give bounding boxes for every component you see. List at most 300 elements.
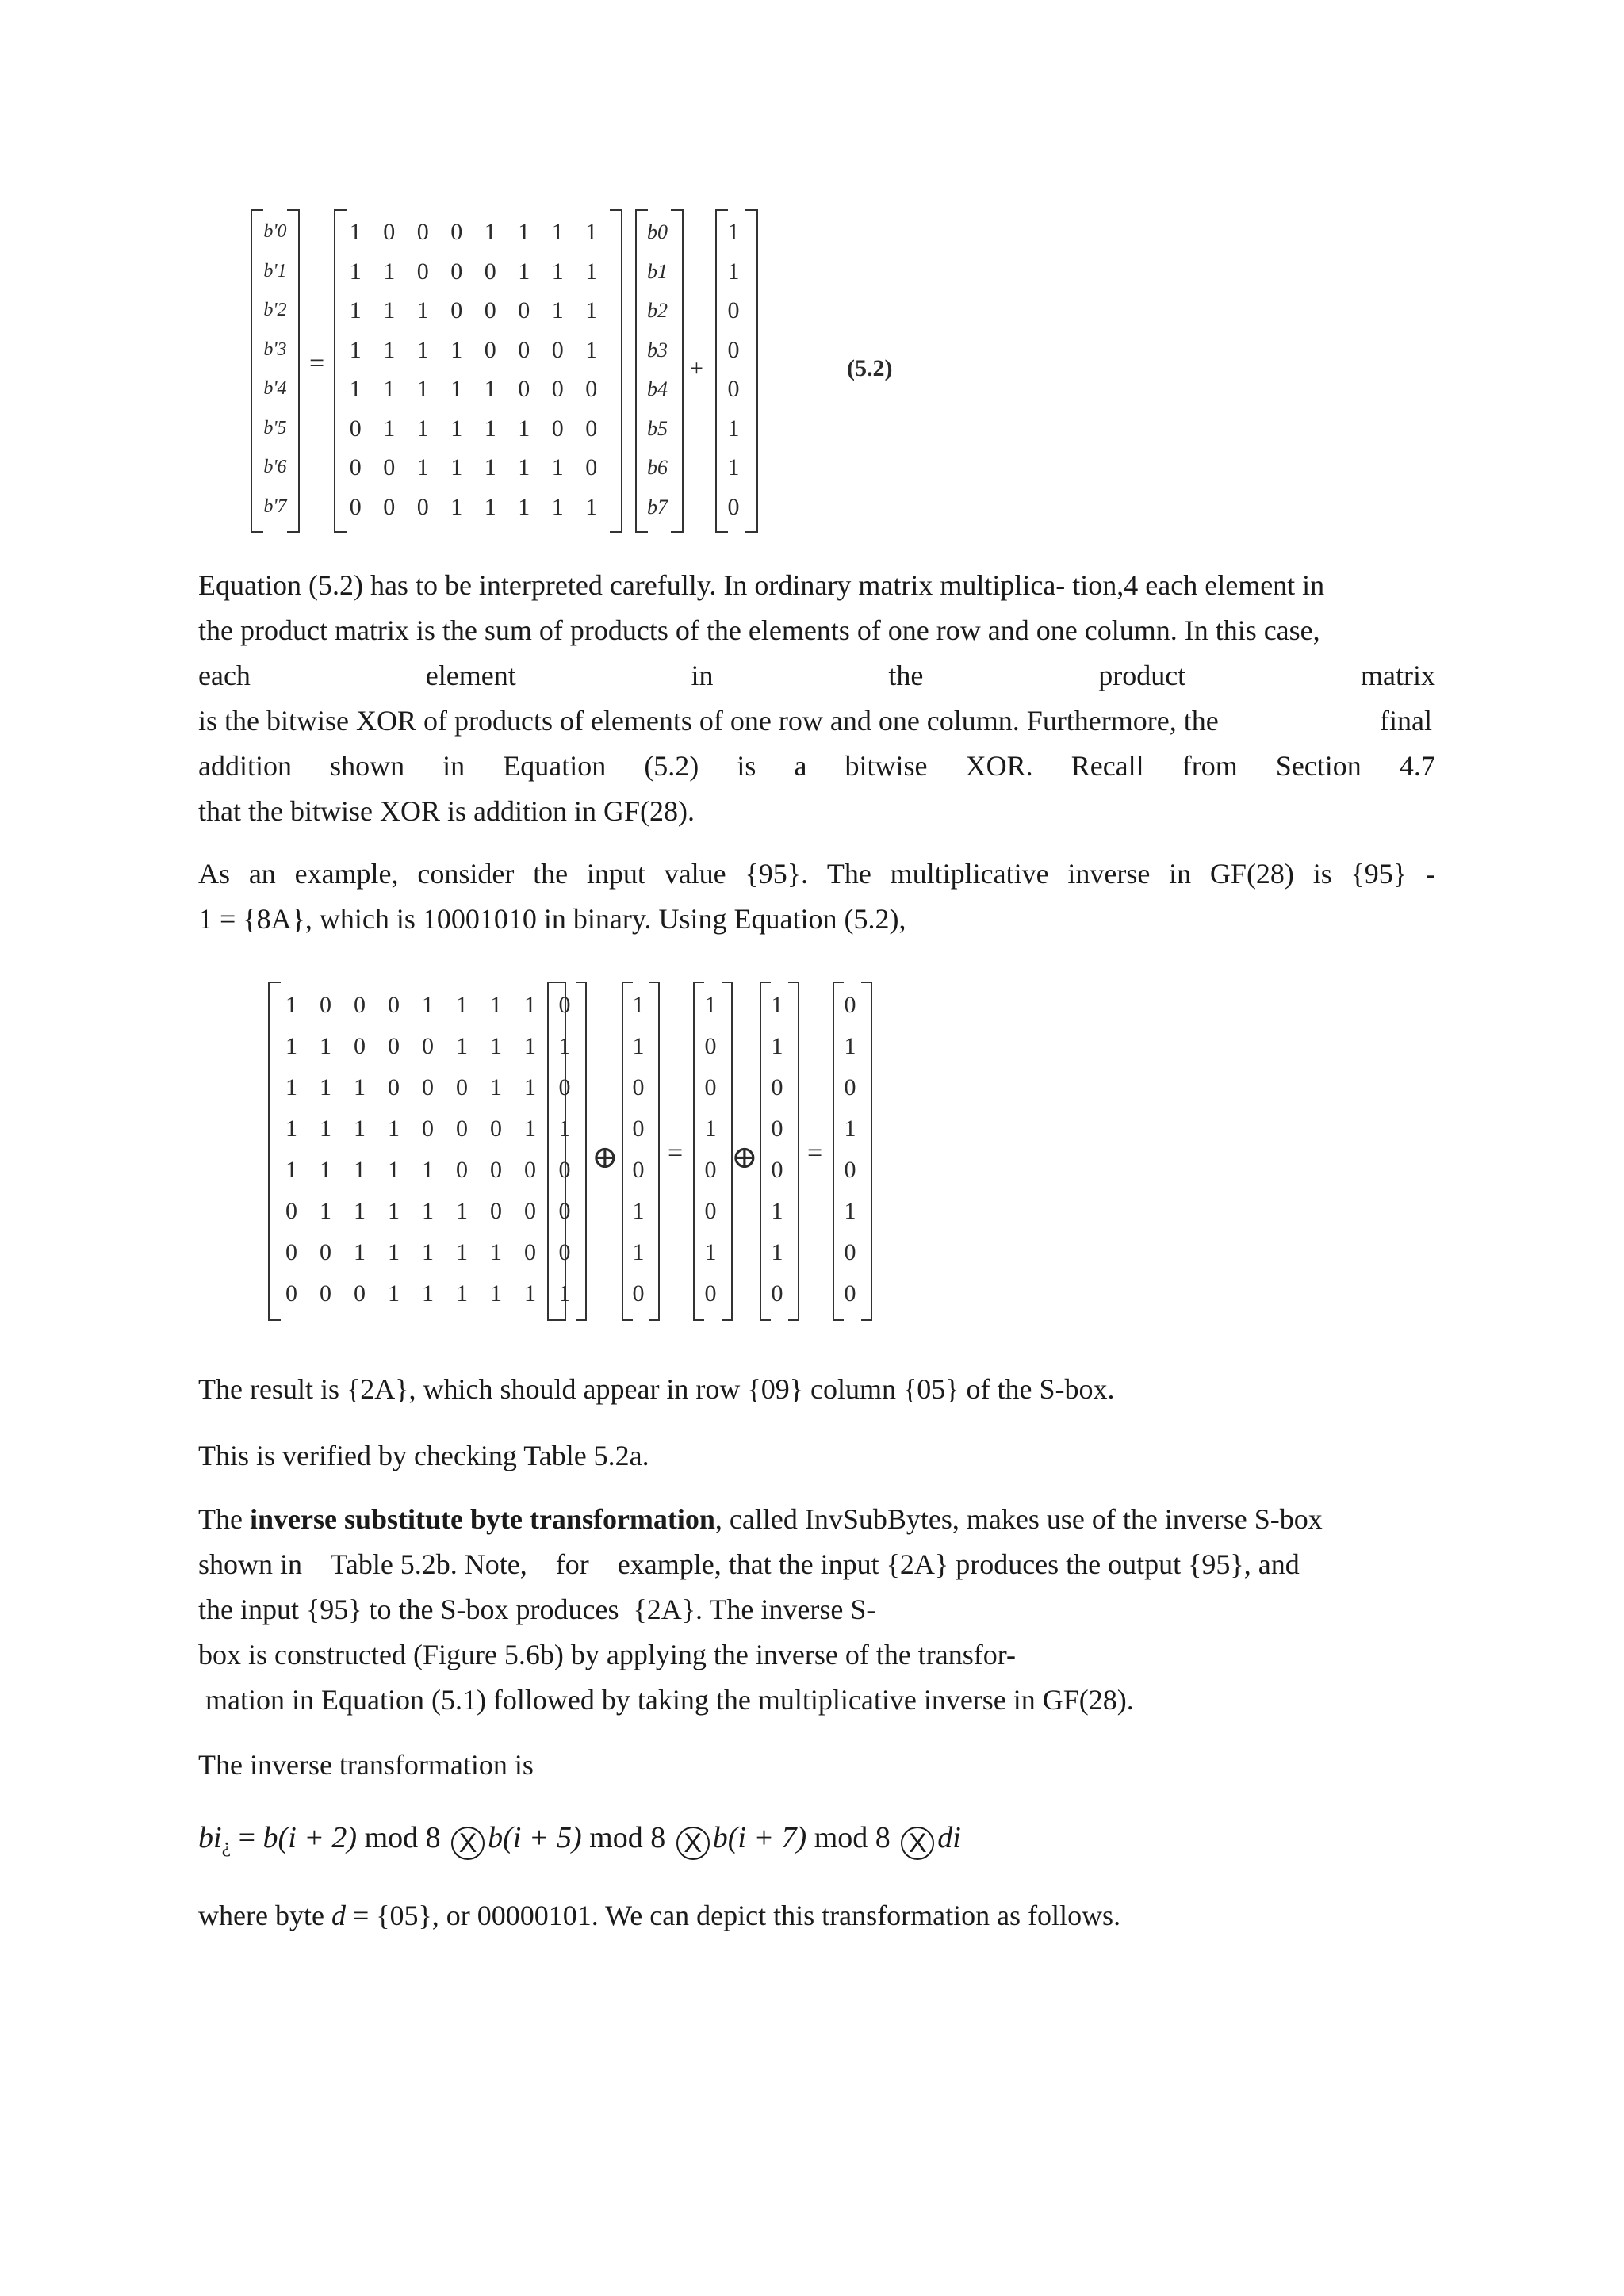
vector-cell: b'3 bbox=[263, 339, 287, 360]
closing-line bbox=[198, 1893, 1435, 1938]
word: product bbox=[1098, 660, 1186, 691]
word: (5.2) bbox=[644, 750, 699, 782]
matrix-cell: 1 bbox=[285, 992, 297, 1018]
matrix-cell: 1 bbox=[450, 415, 463, 442]
matrix-cell: 1 bbox=[484, 454, 496, 480]
matrix-cell: 1 bbox=[551, 258, 564, 285]
word: Recall bbox=[1071, 750, 1144, 782]
vector-cell: 1 bbox=[727, 258, 740, 285]
matrix-cell: 1 bbox=[450, 336, 463, 363]
paragraph-example-intro bbox=[198, 851, 1435, 942]
vector-cell: 1 bbox=[771, 1198, 783, 1224]
matrix-row bbox=[274, 1150, 547, 1191]
paragraph-inverse-sbox bbox=[198, 1497, 1435, 1723]
vector-cell: b1 bbox=[647, 259, 668, 283]
vector-cell: 1 bbox=[771, 1239, 783, 1265]
vector-cell: 1 bbox=[771, 992, 783, 1018]
text-segment: is the bitwise XOR of products of elements of one row and one column. Furthermore, the bbox=[198, 705, 1219, 737]
matrix-cell: 1 bbox=[416, 336, 429, 363]
matrix-cell: 0 bbox=[349, 415, 362, 442]
matrix-cell: 0 bbox=[551, 376, 564, 402]
matrix-cell: 1 bbox=[388, 1198, 400, 1224]
matrix-cell: 1 bbox=[585, 258, 598, 285]
equation-label: (5.2) bbox=[847, 355, 893, 381]
matrix-cell: 1 bbox=[285, 1033, 297, 1059]
matrix-cell: 1 bbox=[416, 297, 429, 323]
vector-cell: 0 bbox=[558, 1074, 571, 1100]
text-line: the input {95} to the S-box produces {2A}. The inverse S- bbox=[198, 1594, 876, 1625]
equals-sign: = bbox=[309, 349, 325, 378]
paragraph-matrix-interpretation bbox=[198, 563, 1435, 834]
word: shown bbox=[330, 750, 405, 782]
matrix-cell: 0 bbox=[320, 992, 331, 1018]
matrix-cell: 1 bbox=[450, 454, 463, 480]
matrix-cell: 0 bbox=[285, 1239, 297, 1265]
xor-operator: ⊕ bbox=[731, 1139, 758, 1175]
text-line: shown in Table 5.2b. Note, for example, that the input {2A} produces the output {95}, and bbox=[198, 1548, 1300, 1580]
text-segment: where byte bbox=[198, 1900, 331, 1931]
vector-cell: 0 bbox=[704, 1157, 717, 1183]
formula-mod: mod 8 bbox=[806, 1821, 898, 1854]
matrix-cell: 0 bbox=[383, 454, 396, 480]
word: from bbox=[1182, 750, 1238, 782]
text-line: mation in Equation (5.1) followed by taking the multiplicative inverse in GF(28). bbox=[198, 1684, 1134, 1716]
coefficient-matrix bbox=[339, 212, 608, 526]
matrix-cell: 0 bbox=[349, 454, 362, 480]
matrix-cell: 1 bbox=[585, 336, 598, 363]
matrix-cell: 1 bbox=[524, 1074, 536, 1100]
word: an bbox=[248, 858, 276, 890]
matrix-cell: 1 bbox=[585, 219, 598, 245]
matrix-cell: 1 bbox=[524, 1280, 536, 1307]
vector-cell: 0 bbox=[844, 1157, 856, 1183]
matrix-cell: 1 bbox=[285, 1115, 297, 1142]
vector-cell: 1 bbox=[844, 1198, 856, 1224]
text-line: 1 = {8A}, which is 10001010 in binary. Using Equation (5.2), bbox=[198, 903, 906, 935]
vector-cell: 1 bbox=[632, 1239, 645, 1265]
vector-cell: 0 bbox=[704, 1280, 717, 1307]
formula-term: di bbox=[937, 1821, 961, 1854]
word: {95}. bbox=[745, 858, 809, 890]
matrix-cell: 1 bbox=[551, 493, 564, 520]
equals-sign: = bbox=[668, 1138, 684, 1168]
matrix-cell: 1 bbox=[285, 1074, 297, 1100]
matrix-cell: 1 bbox=[518, 258, 530, 285]
b-bracket-right bbox=[671, 209, 684, 533]
matrix-cell: 1 bbox=[450, 493, 463, 520]
equals-sign: = bbox=[807, 1138, 823, 1168]
text-segment: , called InvSubBytes, makes use of the inverse S-box bbox=[714, 1503, 1323, 1535]
xor-circle-icon: X bbox=[451, 1827, 485, 1860]
matrix-cell: 1 bbox=[456, 992, 468, 1018]
matrix-cell: 0 bbox=[524, 1157, 536, 1183]
matrix-cell: 1 bbox=[383, 258, 396, 285]
word: in bbox=[442, 750, 465, 782]
verified-line: This is verified by checking Table 5.2a. bbox=[198, 1440, 649, 1471]
matrix-row bbox=[274, 1273, 547, 1314]
result-vector bbox=[841, 985, 860, 1314]
vector-cell: 1 bbox=[632, 992, 645, 1018]
matrix-cell: 0 bbox=[450, 219, 463, 245]
vector-cell: 0 bbox=[558, 1239, 571, 1265]
matrix-cell: 1 bbox=[320, 1198, 331, 1224]
matrix-cell: 0 bbox=[518, 336, 530, 363]
result-line: The result is {2A}, which should appear in row {09} column {05} of the S-box. bbox=[198, 1373, 1115, 1405]
matrix-cell: 0 bbox=[524, 1239, 536, 1265]
vector-cell: b7 bbox=[647, 495, 668, 519]
matrix-cell: 0 bbox=[354, 992, 366, 1018]
word: addition bbox=[198, 750, 292, 782]
matrix-cell: 1 bbox=[490, 1280, 502, 1307]
matrix-row bbox=[339, 252, 608, 292]
matrix-cell: 0 bbox=[320, 1280, 331, 1307]
word: 4.7 bbox=[1399, 750, 1435, 782]
word: in bbox=[1169, 858, 1192, 890]
word: Section bbox=[1275, 750, 1362, 782]
v1-bracket-right bbox=[576, 982, 587, 1321]
example-matrix bbox=[274, 985, 547, 1314]
matrix-cell: 0 bbox=[383, 493, 396, 520]
matrix-row bbox=[339, 448, 608, 488]
vector-cell: 0 bbox=[771, 1115, 783, 1142]
matrix-row bbox=[339, 409, 608, 449]
matrix-cell: 1 bbox=[416, 454, 429, 480]
constant-vector bbox=[630, 985, 647, 1314]
matrix-row bbox=[339, 291, 608, 331]
matrix-cell: 1 bbox=[484, 219, 496, 245]
matrix-cell: 1 bbox=[524, 992, 536, 1018]
word: The bbox=[826, 858, 871, 890]
matrix-cell: 1 bbox=[456, 1280, 468, 1307]
const-bracket-right bbox=[745, 209, 758, 533]
vector-cell: 0 bbox=[632, 1074, 645, 1100]
word: in bbox=[691, 660, 714, 691]
matrix-cell: 1 bbox=[388, 1239, 400, 1265]
matrix-cell: 0 bbox=[320, 1239, 331, 1265]
vector-cell: 0 bbox=[727, 376, 740, 402]
vector-cell: 0 bbox=[632, 1157, 645, 1183]
matrix-cell: 1 bbox=[518, 454, 530, 480]
vector-cell: b'5 bbox=[263, 417, 287, 438]
matrix-cell: 0 bbox=[450, 258, 463, 285]
vector-cell: 0 bbox=[771, 1280, 783, 1307]
matrix-cell: 1 bbox=[518, 415, 530, 442]
matrix-cell: 1 bbox=[349, 219, 362, 245]
matrix-row bbox=[274, 1232, 547, 1273]
vector-cell: 0 bbox=[771, 1157, 783, 1183]
word: XOR. bbox=[965, 750, 1033, 782]
vector-cell: b'2 bbox=[263, 300, 287, 320]
matrix-cell: 0 bbox=[585, 415, 598, 442]
plus-sign: + bbox=[690, 355, 703, 381]
vector-cell: 1 bbox=[558, 1115, 571, 1142]
matrix-row bbox=[274, 985, 547, 1026]
word: input bbox=[586, 858, 645, 890]
matrix-cell: 1 bbox=[490, 992, 502, 1018]
b-vector bbox=[644, 212, 671, 526]
text-line-justified bbox=[198, 698, 1435, 744]
vector-cell: b'1 bbox=[263, 260, 287, 281]
vector-cell: 1 bbox=[632, 1198, 645, 1224]
matrix-cell: 1 bbox=[383, 336, 396, 363]
matrix-cell: 0 bbox=[354, 1280, 366, 1307]
matrix-cell: 0 bbox=[354, 1033, 366, 1059]
matrix-cell: 0 bbox=[416, 258, 429, 285]
vector-cell: 0 bbox=[704, 1198, 717, 1224]
bold-term: inverse substitute byte transformation bbox=[249, 1503, 715, 1535]
word: - bbox=[1425, 858, 1435, 890]
matrix-row bbox=[274, 1067, 547, 1108]
matrix-cell: 1 bbox=[383, 376, 396, 402]
inverse-intro: The inverse transformation is bbox=[198, 1749, 534, 1781]
vector-cell: b0 bbox=[647, 220, 668, 243]
matrix-cell: 0 bbox=[285, 1198, 297, 1224]
word: example, bbox=[294, 858, 399, 890]
matrix-cell: 0 bbox=[285, 1280, 297, 1307]
text-segment: final bbox=[1380, 705, 1432, 737]
matrix-cell: 1 bbox=[354, 1198, 366, 1224]
lhs-vector bbox=[263, 212, 287, 526]
matrix-cell: 1 bbox=[484, 493, 496, 520]
vector-cell: b3 bbox=[647, 338, 668, 362]
matrix-cell: 1 bbox=[551, 454, 564, 480]
matrix-cell: 1 bbox=[422, 992, 434, 1018]
matrix-cell: 0 bbox=[585, 376, 598, 402]
matrix-cell: 0 bbox=[383, 219, 396, 245]
matrix-cell: 1 bbox=[422, 1239, 434, 1265]
matrix-cell: 1 bbox=[285, 1157, 297, 1183]
vector-cell: 0 bbox=[558, 1198, 571, 1224]
word: is bbox=[737, 750, 756, 782]
matrix-cell: 1 bbox=[349, 258, 362, 285]
word: each bbox=[198, 660, 251, 691]
matrix-cell: 0 bbox=[450, 297, 463, 323]
formula-mod: mod 8 bbox=[581, 1821, 673, 1854]
text-line: that the bitwise XOR is addition in GF(28). bbox=[198, 795, 695, 827]
matrix-cell: 1 bbox=[524, 1115, 536, 1142]
matrix-cell: 1 bbox=[422, 1157, 434, 1183]
text-line: box is constructed (Figure 5.6b) by applying the inverse of the transfor- bbox=[198, 1639, 1017, 1670]
text-segment: = {05}, or 00000101. We can depict this transformation as follows. bbox=[345, 1900, 1121, 1931]
xor-circle-icon: X bbox=[901, 1827, 934, 1860]
matrix-cell: 1 bbox=[551, 297, 564, 323]
vector-cell: b6 bbox=[647, 456, 668, 479]
matrix-cell: 1 bbox=[354, 1157, 366, 1183]
vector-cell: 0 bbox=[727, 493, 740, 520]
word: the bbox=[888, 660, 924, 691]
vector-cell: 1 bbox=[704, 992, 717, 1018]
constant-vector bbox=[768, 985, 787, 1314]
formula-term: b(i + 7) bbox=[712, 1821, 807, 1854]
formula-lhs-mark: ¿ bbox=[221, 1834, 232, 1857]
word: consider bbox=[417, 858, 515, 890]
vector-cell: 0 bbox=[727, 297, 740, 323]
matrix-cell: 1 bbox=[518, 219, 530, 245]
word: As bbox=[198, 858, 231, 890]
input-vector bbox=[555, 985, 574, 1314]
word: {95} bbox=[1350, 858, 1408, 890]
matrix-cell: 1 bbox=[383, 415, 396, 442]
matrix-cell: 0 bbox=[484, 258, 496, 285]
formula-term: b(i + 5) bbox=[488, 1821, 582, 1854]
matrix-row bbox=[274, 1108, 547, 1150]
text-segment: The bbox=[198, 1503, 250, 1535]
matrix-cell: 0 bbox=[490, 1157, 502, 1183]
vector-cell: 1 bbox=[844, 1033, 856, 1059]
matrix-cell: 1 bbox=[490, 1033, 502, 1059]
matrix-cell: 0 bbox=[490, 1198, 502, 1224]
matrix-cell: 1 bbox=[320, 1157, 331, 1183]
matrix-cell: 1 bbox=[456, 1033, 468, 1059]
matrix-cell: 1 bbox=[551, 219, 564, 245]
matrix-cell: 1 bbox=[320, 1074, 331, 1100]
matrix-cell: 1 bbox=[383, 297, 396, 323]
matrix-cell: 1 bbox=[524, 1033, 536, 1059]
vector-cell: 1 bbox=[727, 219, 740, 245]
formula-eq: = bbox=[231, 1821, 263, 1854]
matrix-cell: 0 bbox=[456, 1115, 468, 1142]
formula-term: b(i + 2) bbox=[262, 1821, 358, 1854]
matrix-cell: 1 bbox=[456, 1239, 468, 1265]
text-line: Equation (5.2) has to be interpreted carefully. In ordinary matrix multiplica- tion,4 each element in bbox=[198, 569, 1325, 601]
matrix-cell: 1 bbox=[484, 415, 496, 442]
formula-lhs: bi bbox=[198, 1821, 222, 1854]
matrix-cell: 0 bbox=[585, 454, 598, 480]
constant-vector bbox=[722, 212, 745, 526]
lhs-bracket-left bbox=[251, 209, 263, 533]
vector-cell: b'6 bbox=[263, 457, 287, 477]
matrix-bracket-right bbox=[610, 209, 622, 533]
matrix-cell: 1 bbox=[585, 493, 598, 520]
matrix-cell: 1 bbox=[490, 1239, 502, 1265]
vector-cell: 1 bbox=[771, 1033, 783, 1059]
word: GF(28) bbox=[1209, 858, 1294, 890]
matrix-cell: 0 bbox=[388, 1074, 400, 1100]
formula-mod: mod 8 bbox=[357, 1821, 449, 1854]
matrix-cell: 0 bbox=[349, 493, 362, 520]
matrix-row bbox=[339, 488, 608, 527]
matrix-cell: 0 bbox=[388, 992, 400, 1018]
matrix-cell: 1 bbox=[388, 1280, 400, 1307]
matrix-row bbox=[274, 1191, 547, 1232]
vector-cell: 1 bbox=[632, 1033, 645, 1059]
matrix-cell: 0 bbox=[388, 1033, 400, 1059]
vector-cell: 0 bbox=[771, 1074, 783, 1100]
matrix-cell: 1 bbox=[422, 1198, 434, 1224]
matrix-cell: 1 bbox=[416, 376, 429, 402]
word: matrix bbox=[1361, 660, 1435, 691]
matrix-cell: 0 bbox=[484, 297, 496, 323]
vector-cell: 0 bbox=[844, 992, 856, 1018]
matrix-cell: 0 bbox=[551, 336, 564, 363]
matrix-cell: 1 bbox=[585, 297, 598, 323]
matrix-cell: 1 bbox=[388, 1115, 400, 1142]
word: the bbox=[533, 858, 569, 890]
vector-cell: 0 bbox=[558, 1157, 571, 1183]
matrix-row bbox=[339, 331, 608, 370]
vector-cell: 1 bbox=[844, 1115, 856, 1142]
matrix-cell: 1 bbox=[349, 297, 362, 323]
word: Equation bbox=[503, 750, 607, 782]
vector-cell: 0 bbox=[632, 1115, 645, 1142]
word: bitwise bbox=[845, 750, 928, 782]
matrix-cell: 1 bbox=[484, 376, 496, 402]
matrix-cell: 1 bbox=[349, 376, 362, 402]
matrix-cell: 0 bbox=[518, 297, 530, 323]
matrix-cell: 1 bbox=[388, 1157, 400, 1183]
vector-cell: 0 bbox=[632, 1280, 645, 1307]
v4-bracket-right bbox=[788, 982, 799, 1321]
vector-cell: b'7 bbox=[263, 496, 287, 517]
text-line-justified bbox=[198, 851, 1435, 897]
vector-cell: 1 bbox=[727, 454, 740, 480]
matrix-cell: 1 bbox=[349, 336, 362, 363]
vector-cell: 0 bbox=[727, 336, 740, 363]
vector-cell: 0 bbox=[844, 1280, 856, 1307]
matrix-cell: 1 bbox=[450, 376, 463, 402]
vector-cell: 1 bbox=[558, 1280, 571, 1307]
word: element bbox=[425, 660, 516, 691]
vector-cell: 1 bbox=[704, 1239, 717, 1265]
vector-cell: b2 bbox=[647, 299, 668, 322]
product-vector bbox=[701, 985, 720, 1314]
matrix-cell: 1 bbox=[354, 1239, 366, 1265]
v2-bracket-right bbox=[649, 982, 660, 1321]
vector-cell: 0 bbox=[844, 1074, 856, 1100]
v5-bracket-right bbox=[861, 982, 872, 1321]
text-line-justified bbox=[198, 653, 1435, 698]
vector-cell: 0 bbox=[704, 1033, 717, 1059]
text-line: the product matrix is the sum of products of the elements of one row and one column. In this case, bbox=[198, 614, 1320, 646]
word: inverse bbox=[1067, 858, 1151, 890]
vector-cell: b5 bbox=[647, 416, 668, 440]
matrix-cell: 1 bbox=[320, 1115, 331, 1142]
vector-cell: b'4 bbox=[263, 378, 287, 399]
xor-operator: ⊕ bbox=[592, 1139, 619, 1175]
matrix-cell: 1 bbox=[416, 415, 429, 442]
matrix-cell: 0 bbox=[456, 1157, 468, 1183]
matrix-row bbox=[339, 212, 608, 252]
text-line bbox=[198, 1497, 1435, 1542]
matrix-cell: 1 bbox=[354, 1074, 366, 1100]
vector-cell: b4 bbox=[647, 377, 668, 400]
vector-cell: 1 bbox=[558, 1033, 571, 1059]
matrix-cell: 0 bbox=[422, 1033, 434, 1059]
matrix-cell: 0 bbox=[422, 1074, 434, 1100]
xor-circle-icon: X bbox=[676, 1827, 710, 1860]
word: multiplicative bbox=[890, 858, 1049, 890]
matrix-cell: 1 bbox=[456, 1198, 468, 1224]
text-line-justified bbox=[198, 744, 1435, 789]
vector-cell: 0 bbox=[558, 992, 571, 1018]
vector-cell: 1 bbox=[704, 1115, 717, 1142]
vector-cell: 0 bbox=[704, 1074, 717, 1100]
matrix-cell: 1 bbox=[518, 493, 530, 520]
vector-cell: 1 bbox=[727, 415, 740, 442]
inverse-formula bbox=[198, 1816, 1435, 1868]
vector-cell: b'0 bbox=[263, 221, 287, 242]
lhs-bracket-right bbox=[287, 209, 300, 533]
matrix-cell: 0 bbox=[484, 336, 496, 363]
matrix-cell: 0 bbox=[551, 415, 564, 442]
matrix-cell: 0 bbox=[422, 1115, 434, 1142]
matrix-cell: 0 bbox=[456, 1074, 468, 1100]
matrix-cell: 0 bbox=[416, 219, 429, 245]
word: value bbox=[664, 858, 726, 890]
word: a bbox=[794, 750, 807, 782]
matrix-cell: 1 bbox=[354, 1115, 366, 1142]
matrix-cell: 0 bbox=[416, 493, 429, 520]
